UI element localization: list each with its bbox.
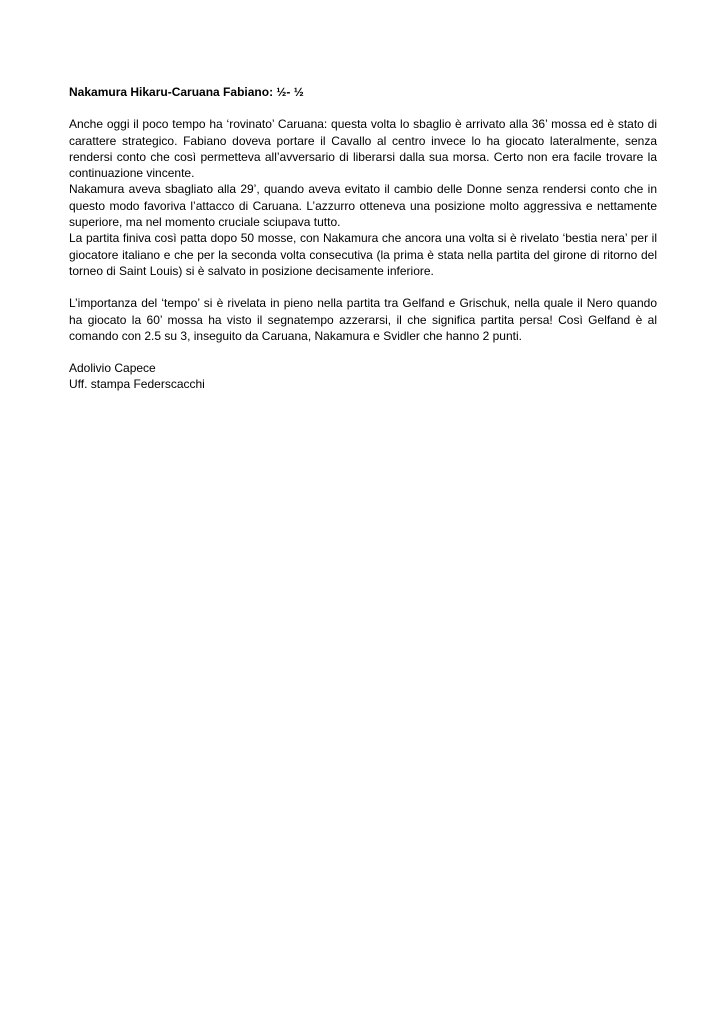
article-title: Nakamura Hikaru-Caruana Fabiano: ½- ½ (69, 85, 304, 99)
standings-section (69, 295, 657, 344)
paragraph-game-result: La partita finiva così patta dopo 50 mosse, con Nakamura che ancora una volta si è rivelato ‘bestia nera’ per il giocatore italiano e che per la seconda volta consecutiva (la prima è stata nella partita del girone di ritorno del torneo di Saint Louis) si è salvato in posizione decisamente inferiore. (69, 231, 657, 278)
paragraph-time-pressure: Anche oggi il poco tempo ha ‘rovinato’ Caruana: questa volta lo sbaglio è arrivato alla 36’ mossa ed è stato di carattere strategico. Fabiano doveva portare il Cavallo al centro invece lo ha giocato lateralmente, senza rendersi conto che così permetteva all’avversario di liberarsi dalla sua morsa. Certo non era facile trovare la continuazione vincente. (69, 117, 657, 181)
author-name: Adolivio Capece (69, 361, 156, 376)
document-body (69, 84, 657, 393)
author-office: Uff. stampa Federscacchi (69, 377, 205, 392)
paragraph-standings: L’importanza del ‘tempo’ si è rivelata in pieno nella partita tra Gelfand e Grischuk, nella quale il Nero quando ha giocato la 60’ mossa ha visto il segnatempo azzerarsi, il che significa partita persa! Così Gelfand è al comando con 2.5 su 3, inseguito da Caruana, Nakamura e Svidler che hanno 2 punti. (69, 296, 657, 343)
paragraph-nakamura-mistake: Nakamura aveva sbagliato alla 29’, quando aveva evitato il cambio delle Donne senza rendersi conto che in questo modo favoriva l’attacco di Caruana. L’azzurro otteneva una posizione molto aggressiva e nettamente superiore, ma nel momento cruciale sciupava tutto. (69, 182, 657, 230)
report-section (69, 116, 657, 279)
signature-block (69, 360, 657, 393)
